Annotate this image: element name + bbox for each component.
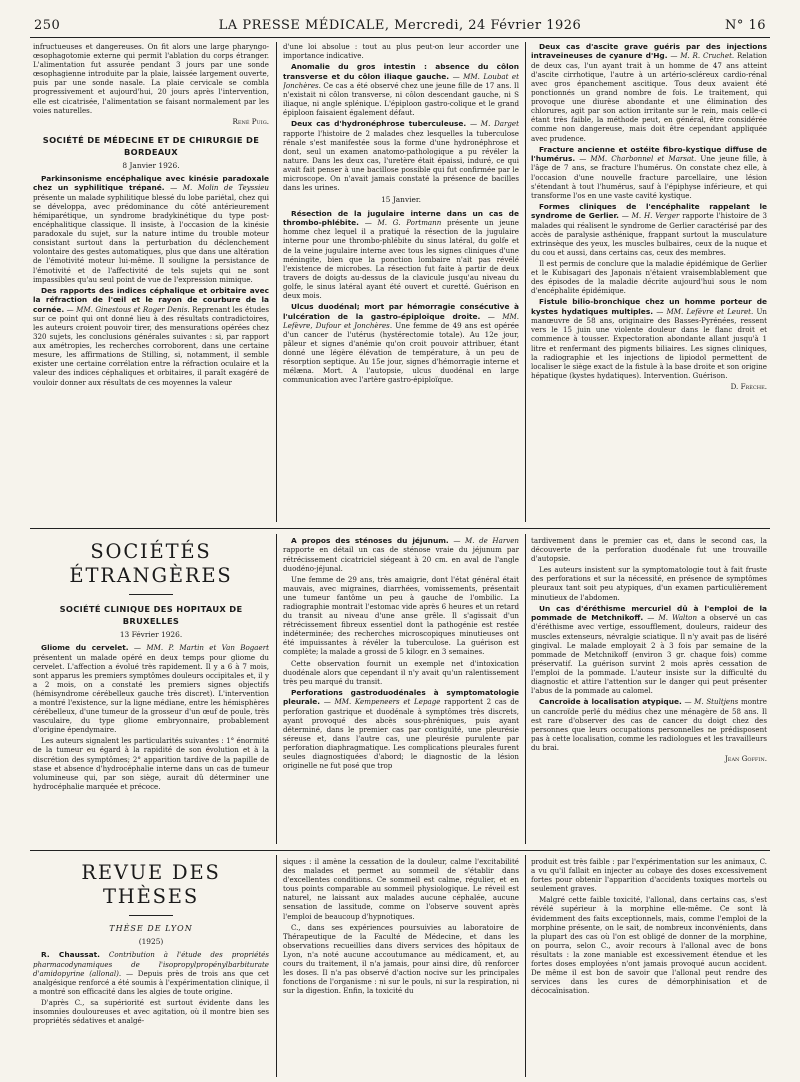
article-entry [283, 536, 519, 573]
article-authors: — M. de Harven [453, 536, 519, 545]
column-rule [525, 534, 526, 844]
bottom-column-3 [531, 857, 767, 1077]
article-title: Résection de la jugulaire interne dans un cas de thrombo-phlébite. [283, 208, 519, 227]
middle-column-3 [531, 536, 767, 844]
article-authors: — MM. Lefèvre et Leuret. [656, 306, 754, 316]
article-entry [33, 174, 269, 284]
article-title: Deux cas d'ascite grave guéris par des injections intraveineuses de cyanure d'Hg. [531, 42, 767, 61]
section-title-thesis-review: REVUE DES THÈSES [81, 861, 221, 908]
column-rule [276, 855, 277, 1077]
paragraph [283, 659, 519, 686]
article-authors: — MM. Lefèvre, Dufour et Jonchères. [283, 311, 519, 330]
column-rule [525, 855, 526, 1077]
bottom-column-2 [283, 857, 519, 1077]
article-text: rapportent 2 cas de perforation gastrique et duodénale à symptômes très discrets, ayant provoqué des abcès sous-phréniques, puis ayant déterminé, dans le premier cas par contiguïté, une pleurésie séreuse et, dans l'autre cas, une pleurésie purulente par perforation diaphragmatique. Les complications pleurales furent seules diagnostiquées d'abord; le diagnostic de la lésion originelle ne fut posé que trop [283, 697, 519, 771]
page-header [30, 14, 770, 36]
session-date: 8 Janvier 1926. [122, 160, 180, 170]
author-signature: René Puig. [232, 116, 269, 126]
article-entry [283, 302, 519, 384]
article-title: Un cas d'éréthisme mercuriel dû à l'emploi de la pommade de Metchnikoff. [531, 603, 767, 623]
author-signature: Jean Goffin. [724, 754, 767, 764]
section-title-foreign-societies: SOCIÉTÉS ÉTRANGÈRES [69, 540, 233, 587]
article-title: Deux cas d'hydronéphrose tuberculeuse. [291, 119, 467, 129]
article-entry [283, 688, 519, 770]
paragraph [283, 857, 519, 921]
article-text: Les auteurs signalent les particularités suivantes : 1° énormité de la tumeur eu égard à la rapidité de son évolution et à la discrétion des symptômes; 2° apparition tardive de la papille de stase et absence d'hydrocéphalie interne dans un cas de tumeur volumineuse qui, par son siège, aurait dû déterminer une hydrocéphalie marquée et précoce. [33, 736, 269, 791]
article-text: montre un cancroïde perlé du médius chez une ménagère de 58 ans. Il est rare d'observer des cas de cancer du doigt chez des personnes que leurs occupations personnelles ne prédisposent pas à cette localisation, comme les radiologues et les travailleurs du brai. [531, 697, 767, 752]
title-underline [129, 915, 173, 916]
article-authors: Contribution à l'étude des propriétés pharmacodynamiques de l'isopropylpropénylbarbiturate d'amidopyrine (allonal). [33, 950, 269, 978]
thesis-year: (1925) [138, 937, 164, 947]
article-text: présentent un malade opéré en deux temps pour gliome du cervelet. L'affection a évolué très rapidement. Il y a 6 à 7 mois, sont apparus les premiers symptômes douleurs occipitales et, il y a 2 mois, on a constaté les premiers signes objectifs (hémisyndrome cérébelleux gauche très discret). L'intervention a montré l'existence, sur la ligne médiane, entre les hémisphères cérébelleux, d'une tumeur de la grosseur d'un œuf de poule, très vasculaire, du type gliome embryonnaire, probablement d'origine épendymaire. [33, 652, 269, 735]
title-underline [129, 594, 173, 595]
article-entry [33, 950, 269, 996]
article-entry [283, 209, 519, 301]
article-entry [531, 604, 767, 696]
article-text: C., dans ses expériences poursuivies au laboratoire de Thérapeutique de la Faculté de Médecine, et dans les observations recueillies dans divers services des hôpitaux de Lyon, n'a noté aucune accoutumance au médicament, et, au cours du traitement, il n'a jamais, pour ainsi dire, dû renforcer les doses. Il n'a pas observé d'action nocive sur les principales fonctions de l'organisme : ni sur le pouls, ni sur la respiration, ni sur la digestion. Enfin, la toxicité du [283, 922, 519, 996]
thesis-subheading: THÈSE DE LYON [109, 924, 193, 933]
article-text: rapporte en détail un cas de sténose vraie du jéjunum par rétrécissement cicatriciel siégeant à 20 cm. en aval de l'angle duodéno-jéjunal. [283, 545, 519, 573]
article-text: présente un malade syphilitique blessé du lobe pariétal, chez qui se développa, avec prédominance du côté antérieurement hémiparétique, un syndrome bradykinétique du type post-encéphalitique classique. Il insiste, à l'occasion de la kinésie paradoxale du sujet, sur la nature intime du trouble moteur consistant surtout dans la perturbation du déclenchement volontaire des gestes automatiques, plus que dans une altération de l'émotivité moteur lui-même. Il souligne la persistance de l'émotivité et de l'affectivité de tels sujets qui ne sont impassibles qu'au seul point de vue de l'expression mimique. [33, 192, 269, 284]
column-rule [525, 42, 526, 522]
article-text: Une femme de 29 ans, très amaigrie, dont l'état général était mauvais, avec migraines, diarrhées, vomissements, présentait une tumeur fantôme un peu à gauche de l'ombilic. La radiographie montrait l'estomac vide après 6 heures et un retard du transit au niveau d'une anse grêle. Il s'agissait d'un rétrécissement fibreux essentiel dont la pathogénie est restée indéterminée; des recherches microscopiques minutieuses ont été impuissantes à révéler la tuberculose. La guérison est complète; la malade a grossi de 5 kilogr. en 3 semaines. [283, 574, 519, 657]
article-authors: — MM. Kempeneers et Lepage [323, 697, 441, 707]
article-entry [283, 119, 519, 192]
article-title: Fistule bilio-bronchique chez un homme porteur de kystes hydatiques multiples. [531, 297, 767, 316]
middle-column-2 [283, 536, 519, 844]
session-date: 15 Janvier. [381, 195, 421, 205]
page-number: 250 [34, 18, 61, 33]
article-text: Cette observation fournit un exemple net d'intoxication duodénale alors que cependant il n'y avait qu'un ralentissement très peu marqué du transit. [283, 658, 519, 686]
article-authors: — M. H. Verger [621, 211, 680, 221]
article-text: Une femme de 49 ans est opérée d'un cancer de l'utérus (hystérectomie totale). Au 12e jour, pâleur et signes d'anémie qu'on croit pouvoir attribuer, étant donné une légère élévation de température, à un peu de résorption septique. Au 15e jour, signes d'hémorragie interne et mélæna. Mort. A l'autopsie, ulcus duodénal en large communication avec l'artère gastro-épiploïque. [283, 320, 519, 385]
article-text: siques : il amène la cessation de la douleur, calme l'excitabilité des malades et permet au sommeil de s'établir dans d'excellentes conditions. Ce sommeil est calme, régulier, et en tous points comparable au sommeil physiologique. Le réveil est naturel, ne laissant aux malades aucune céphalée, aucune sensation de lassitude, comme on l'observe souvent après l'emploi de beaucoup d'hypnotiques. [283, 857, 519, 921]
article-text: infructueuses et dangereuses. On fit alors une large pharyngo-œsophagotomie externe qui permit l'ablation du corps étranger. L'alimentation fut assurée pendant 3 jours par une sonde œsophagienne introduite par la plaie, laissée largement ouverte, puis par une sonde nasale. La plaie cervicale se combla progressivement et aujourd'hui, 20 jours après l'intervention, elle est cicatrisée, l'alimentation se faisant normalement par les voies naturelles. [33, 42, 269, 115]
article-title: Parkinsonisme encéphalique avec kinésie paradoxale chez un syphilitique trépané. [33, 173, 269, 193]
article-authors: — M. G. Portmann [364, 217, 442, 227]
paragraph [531, 259, 767, 295]
article-title: Gliome du cervelet. [41, 643, 129, 653]
article-entry [531, 145, 767, 200]
column-rule [276, 534, 277, 844]
paragraph [283, 575, 519, 657]
article-entry [531, 42, 767, 143]
article-authors: — MM. Loubat et Jonchères. [283, 71, 519, 90]
article-title: Ulcus duodénal; mort par hémorragie consécutive à l'ulcération de la gastro-épiploïque droite. [283, 302, 519, 321]
article-title: Anomalie du gros intestin : absence du côlon transverse et du côlon iliaque gauche. [283, 62, 519, 81]
society-heading: SOCIÉTÉ CLINIQUE DES HOPITAUX DE BRUXELLES [59, 604, 243, 626]
session-date: 13 Février 1926. [119, 630, 183, 639]
article-title: Des rapports des indices céphalique et orbitaire avec la réfraction de l'œil et le rayon de courbure de la cornée. [33, 285, 269, 314]
society-heading: SOCIÉTÉ DE MÉDECINE ET DE CHIRURGIE DE BORDEAUX [42, 134, 260, 157]
section-rule [30, 528, 770, 529]
article-authors: — M. Walton [647, 613, 698, 623]
article-text: Il est permis de conclure que la maladie épidémique de Gerlier et le Kubisagari des Japonais n'étaient vraisemblablement que des épisodes de la maladie décrite aujourd'hui sous le nom d'encéphalite épidémique. [531, 259, 767, 296]
article-title: Cancroïde à localisation atypique. [539, 697, 682, 707]
top-column-3 [531, 42, 767, 522]
column-rule [276, 42, 277, 522]
top-column-2 [283, 42, 519, 522]
paragraph [531, 895, 767, 995]
article-authors: — M. Molin de Teyssieu [170, 183, 269, 193]
paragraph [33, 998, 269, 1025]
article-text: rapporte l'histoire de 3 malades qui réalisent le syndrome de Gerlier caractérisé par des accès de paralysie asthénique, frappant surtout la musculature extrinsèque des yeux, les muscles bulbaires, ceux de la nuque et du cou et aussi, dans certains cas, ceux des membres. [531, 211, 767, 257]
article-text: produit est très faible : par l'expérimentation sur les animaux, C. a vu qu'il fallait en injecter au cobaye des doses excessivement fortes pour obtenir l'apparition d'accidents toxiques mortels ou seulement graves. [531, 857, 767, 894]
article-text: Une jeune fille, à l'âge de 7 ans, se fracture l'humérus. On constate chez elle, à l'occasion d'une nouvelle fracture parcellaire, une lésion s'étendant à tout l'humérus, sauf à l'épiphyse inférieure, et qui transforme l'os en une vaste cavité kystique. [531, 154, 767, 200]
article-text: Relation de deux cas, l'un ayant trait à un homme de 47 ans atteint d'ascite cirrhotique, l'autre à un artério-scléreux cardio-rénal avec gros épanchement ascitique. Tous deux avaient été ponctionnés un grand nombre de fois. Le traitement, qui provoque une diurèse abondante et une élimination des chlorures, agit par son action irritante sur le rein, mais celle-ci étant très faible, la méthode peut, en général, être considérée comme non dangereuse, mais doit être cependant appliquée avec prudence. [531, 51, 767, 143]
paragraph [33, 736, 269, 791]
article-entry [531, 297, 767, 379]
article-text: Reprenant les études sur ce point qui ont donné lieu à des résultats contradictoires, les auteurs croient pouvoir tirer, des mensurations opérées chez 320 sujets, les conclusions générales suivantes : si, par rapport aux amétropies, les recherches corroborent, dans une certaine mesure, les affirmations de Stilling, si, notamment, il semble exister une certaine corrélation entre la réfraction oculaire et la valeur des indices céphaliques et orbitaires, il paraît exagéré de vouloir donner aux résultats de ces moyennes la valeur [33, 304, 269, 387]
article-title: A propos des sténoses du jéjunum. [291, 536, 449, 545]
header-rule [30, 37, 770, 38]
article-entry [531, 202, 767, 257]
journal-title: LA PRESSE MÉDICALE, Mercredi, 24 Février 1926 [218, 18, 582, 33]
article-authors: — MM. P. Martin et Van Bogaert [133, 643, 269, 653]
paragraph [531, 565, 767, 601]
article-text: tardivement dans le premier cas et, dans le second cas, la découverte de la perforation duodénale fut une trouvaille d'autopsie. [531, 536, 767, 564]
article-title: R. Chaussat. [41, 950, 100, 960]
article-entry [531, 697, 767, 752]
paragraph [531, 857, 767, 893]
bottom-column-1-body [33, 950, 269, 1025]
article-authors: — M. R. Cruchet. [670, 51, 735, 61]
article-authors: — MM. Charbonnel et Marsat. [579, 154, 697, 164]
article-entry [283, 62, 519, 117]
article-text: a observé un cas d'éréthisme avec vertige, essoufflement, douleurs, raideur des muscles extenseurs, névralgie sciatique. Il n'y avait pas de liséré gingival. Le malade employait 2 à 3 fois par semaine de la pommade de Metchnikoff (environ 3 gr. chaque fois) comme préservatif. La guérison survint 2 mois après cessation de l'emploi de la pommade. L'auteur insiste sur la difficulté du diagnostic et attire l'attention sur le danger qui peut présenter l'abus de la pommade au calomel. [531, 613, 767, 696]
paragraph [531, 536, 767, 563]
article-text: Un manœuvre de 58 ans, originaire des Basses-Pyrénées, ressent vers le 15 juin une violente douleur dans le flanc droit et commence à tousser. Expectoration abondante allant jusqu'à 1 litre et renfermant des pigments biliaires. Les signes cliniques, la radiographie et les injections de lipiodol permettent de localiser le siège exact de la fistule à la base droite et son origine hépatique (kystes hydatiques). Intervention. Guérison. [531, 306, 767, 380]
article-authors: — M. Stultjens [684, 697, 739, 707]
article-authors: — MM. Ginestous et Roger Denis. [66, 304, 190, 314]
issue-number: N° 16 [724, 18, 766, 33]
article-authors: — M. Darget [469, 119, 519, 129]
article-title: Formes cliniques de l'encéphalite rappelant le syndrome de Gerlier. [531, 201, 767, 221]
bottom-column-1 [33, 855, 269, 1077]
top-column-1 [33, 42, 269, 522]
article-text: D'après C., sa supériorité est surtout évidente dans les insomnies douloureuses et avec agitation, où il montre bien ses propriétés sédatives et analgé- [33, 997, 269, 1026]
paragraph [33, 42, 269, 115]
article-text: — Depuis près de trois ans que cet analgésique renforcé a été soumis à l'expérimentation clinique, il a montré son efficacité dans les algies de toute origine. [33, 968, 269, 996]
middle-column-1-body [33, 603, 269, 791]
article-text: Ce cas a été observé chez une jeune fille de 17 ans. Il n'existait ni côlon transverse, ni côlon descendant gauche, ni S iliaque, ni angle splénique. L'épiploon gastro-colique et le grand épiploon faisaient également défaut. [283, 81, 519, 118]
article-text: présente un jeune homme chez lequel il a pratiqué la résection de la jugulaire interne pour une thrombo-phlébite du sinus latéral, du golfe et de la veine jugulaire interne avec tous les signes cliniques d'une méningite, bien que la ponction lombaire n'ait pas révélé l'existence de microbes. La résection fut faite à partir de deux travers de doigts au-dessus de la clavicule jusqu'au niveau du golfe, le sinus latéral ayant été ouvert et curetté. Guérison en deux mois. [283, 217, 519, 300]
article-entry [33, 643, 269, 734]
article-title: Perforations gastroduodénales à symptomatologie pleurale. [283, 687, 519, 707]
article-entry [33, 286, 269, 387]
article-text: rapporte l'histoire de 2 malades chez lesquelles la tuberculose rénale s'est manifestée sous la forme d'une hydronéphrose et dont, seul un examen anatomo-pathologique a pu révéler la nature. Dans les deux cas, l'uretère était épaissi, induré, ce qui avait fait penser à une bacillose possible qui fut confirmée par le microscope. On n'avait jamais constaté la présence de bacilles dans les urines. [283, 128, 519, 193]
paragraph [283, 923, 519, 996]
section-rule [30, 850, 770, 851]
article-text: d'une loi absolue : tout au plus peut-on leur accorder une importance indicative. [283, 42, 519, 61]
article-text: Malgré cette faible toxicité, l'allonal, dans certains cas, s'est révélé supérieur à la morphine elle-même. Ce sont là évidemment des faits exceptionnels, mais, comme l'emploi de la morphine présente, on le sait, de nombreux inconvénients, dans la plupart des cas où l'on est obligé de donner de la morphine, on pourra, selon C., avoir recours à l'allonal avec de bons résultats : la zone maniable est excessivement étendue et les fortes doses employées n'ont jamais provoqué aucun accident. De même il est bon de savoir que l'allonal peut rendre des services dans les cures de démorphinisation et de décocaïnisation. [531, 895, 767, 996]
middle-column-1 [33, 534, 269, 844]
author-signature: D. Frèche. [730, 381, 767, 391]
paragraph [283, 42, 519, 60]
article-title: Fracture ancienne et ostéite fibro-kystique diffuse de l'humérus. [531, 144, 767, 164]
article-text: Les auteurs insistent sur la symptomatologie tout à fait fruste des perforations et sur la nécessité, en présence de symptômes pleuraux tant soit peu atypiques, d'un examen particulièrement minutieux de l'abdomen. [531, 565, 767, 602]
